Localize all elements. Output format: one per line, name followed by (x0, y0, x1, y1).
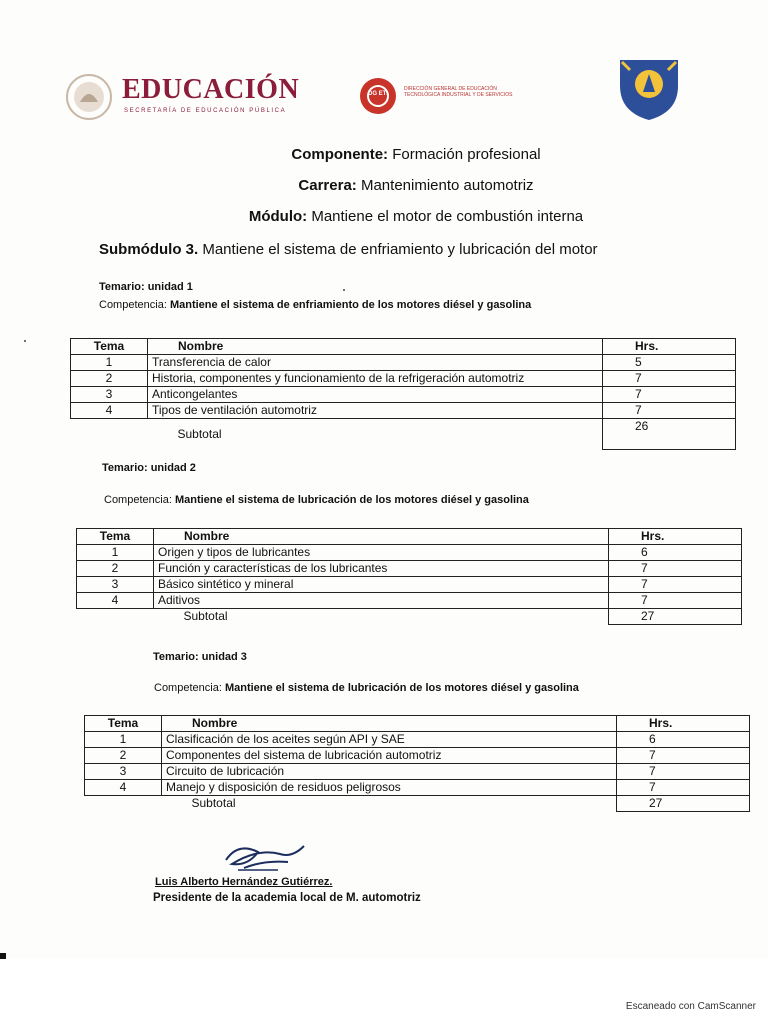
tema-cell: 2 (85, 748, 162, 764)
unit-1-competencia-label: Competencia: (99, 299, 167, 311)
unit-3-competencia-label: Competencia: (154, 682, 222, 694)
unit-3-competencia-text: Mantiene el sistema de lubricación de los motores diésel y gasolina (224, 682, 579, 694)
signer-name: Luis Alberto Hernández Gutiérrez. (155, 876, 333, 888)
sep-logo (62, 72, 324, 122)
submodulo-value: Mantiene el sistema de enfriamiento y lubricación del motor (202, 241, 598, 258)
modulo-label: Módulo: (248, 208, 308, 225)
table-row (85, 732, 750, 748)
hrs-cell: 7 (609, 577, 742, 593)
unit-2-title: Temario: unidad 2 (102, 462, 196, 474)
table-header-row (85, 716, 750, 732)
table-row (71, 355, 736, 371)
nombre-cell: Anticongelantes (148, 387, 603, 403)
table-header-row (71, 339, 736, 355)
modulo-line (32, 208, 768, 225)
unit-1-competencia (99, 299, 531, 311)
tema-cell: 1 (71, 355, 148, 371)
nombre-cell: Circuito de lubricación (162, 764, 617, 780)
signature-mark (218, 838, 308, 876)
carrera-value: Mantenimiento automotriz (360, 177, 534, 194)
hrs-cell: 7 (609, 593, 742, 609)
nombre-cell: Manejo y disposición de residuos peligrosos (162, 780, 617, 796)
sep-wordmark: EDUCACIÓN (122, 74, 300, 105)
nombre-cell: Aditivos (154, 593, 609, 609)
submodulo-label: Submódulo 3. (99, 241, 199, 258)
hrs-cell: 5 (603, 355, 736, 371)
tema-cell: 2 (71, 371, 148, 387)
subtotal-value: 27 (617, 796, 750, 812)
unit-1-competencia-text: Mantiene el sistema de enfriamiento de los motores diésel y gasolina (169, 299, 532, 311)
unit-3-competencia (154, 682, 579, 694)
nombre-cell: Clasificación de los aceites según API y SAE (162, 732, 617, 748)
subtotal-row (71, 419, 736, 450)
hrs-cell: 7 (603, 403, 736, 419)
unit-3-title: Temario: unidad 3 (153, 651, 247, 663)
table-header-row (77, 529, 742, 545)
tema-cell: 2 (77, 561, 154, 577)
hrs-cell: 6 (617, 732, 750, 748)
submodulo-line (99, 240, 639, 260)
unit-2-competencia-text: Mantiene el sistema de lubricación de los motores diésel y gasolina (174, 494, 529, 506)
tema-cell: 1 (85, 732, 162, 748)
hrs-cell: 7 (617, 780, 750, 796)
hrs-cell: 7 (603, 387, 736, 403)
carrera-line (32, 177, 768, 194)
table-row (85, 780, 750, 796)
hrs-cell: 7 (609, 561, 742, 577)
unit-1-title: Temario: unidad 1 (99, 281, 193, 293)
nombre-cell: Historia, componentes y funcionamiento de la refrigeración automotriz (148, 371, 603, 387)
subtotal-label: Subtotal (177, 426, 222, 441)
hrs-cell: 7 (617, 764, 750, 780)
scan-margin (0, 958, 768, 1024)
table-row (71, 403, 736, 419)
table-row (71, 371, 736, 387)
table-row (77, 561, 742, 577)
unit-2-competencia-label: Competencia: (104, 494, 172, 506)
tema-cell: 3 (85, 764, 162, 780)
table-row (77, 577, 742, 593)
col-nombre: Nombre (148, 339, 603, 355)
table-row (71, 387, 736, 403)
col-hrs: Hrs. (603, 339, 736, 355)
scan-speck (24, 340, 26, 342)
col-hrs: Hrs. (609, 529, 742, 545)
componente-value: Formación profesional (392, 146, 541, 163)
signer-role: Presidente de la academia local de M. automotriz (153, 892, 421, 904)
subtotal-value: 26 (603, 419, 736, 450)
col-hrs: Hrs. (617, 716, 750, 732)
col-tema: Tema (77, 529, 154, 545)
hrs-cell: 7 (617, 748, 750, 764)
hrs-cell: 6 (609, 545, 742, 561)
table-row (85, 764, 750, 780)
unit-3-table (84, 715, 750, 812)
nombre-cell: Básico sintético y mineral (154, 577, 609, 593)
dgeti-badge: DG ETI (367, 91, 389, 97)
subtotal-row (77, 609, 742, 625)
tema-cell: 1 (77, 545, 154, 561)
unit-2-table (76, 528, 742, 625)
table-row (77, 545, 742, 561)
scan-edge-mark (0, 953, 6, 959)
col-tema: Tema (71, 339, 148, 355)
table-row (85, 748, 750, 764)
nombre-cell: Transferencia de calor (148, 355, 603, 371)
unit-2-competencia (104, 494, 529, 506)
subtotal-label: Subtotal (191, 796, 236, 811)
carrera-label: Carrera: (298, 177, 357, 194)
subtotal-value: 27 (609, 609, 742, 625)
col-nombre: Nombre (162, 716, 617, 732)
hrs-cell: 7 (603, 371, 736, 387)
mexico-seal-icon (62, 72, 116, 122)
unit-1-table (70, 338, 736, 450)
col-tema: Tema (85, 716, 162, 732)
scan-speck (343, 289, 345, 291)
modulo-value: Mantiene el motor de combustión interna (311, 208, 584, 225)
dgeti-logo (358, 76, 538, 122)
subtotal-row (85, 796, 750, 812)
tema-cell: 4 (85, 780, 162, 796)
dgeti-gear-icon (358, 76, 398, 116)
nombre-cell: Componentes del sistema de lubricación automotriz (162, 748, 617, 764)
nombre-cell: Origen y tipos de lubricantes (154, 545, 609, 561)
sep-subtitle: SECRETARÍA DE EDUCACIÓN PÚBLICA (124, 108, 287, 114)
tema-cell: 3 (77, 577, 154, 593)
tema-cell: 4 (77, 593, 154, 609)
tema-cell: 3 (71, 387, 148, 403)
cbtis-shield-icon (610, 56, 688, 122)
camscanner-label: Escaneado con CamScanner (625, 1001, 756, 1012)
table-row (77, 593, 742, 609)
dgeti-text: DIRECCIÓN GENERAL DE EDUCACIÓN TECNOLÓGICA INDUSTRIAL Y DE SERVICIOS (404, 86, 513, 98)
nombre-cell: Función y características de los lubricantes (154, 561, 609, 577)
subtotal-label: Subtotal (183, 609, 228, 624)
nombre-cell: Tipos de ventilación automotriz (148, 403, 603, 419)
tema-cell: 4 (71, 403, 148, 419)
componente-label: Componente: (291, 146, 389, 163)
componente-line (32, 146, 768, 163)
col-nombre: Nombre (154, 529, 609, 545)
